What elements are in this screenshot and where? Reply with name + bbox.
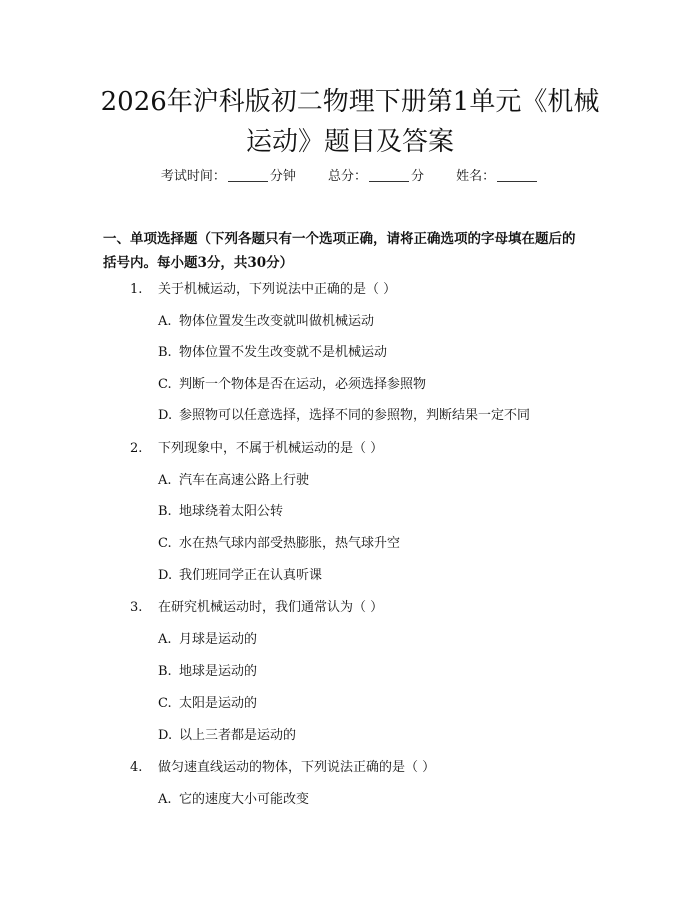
option-text: 水在热气球内部受热膨胀，热气球升空	[179, 536, 401, 551]
option-letter: A.	[158, 632, 172, 647]
exam-info	[0, 167, 700, 187]
option-letter: C.	[158, 377, 172, 392]
option-letter: B.	[158, 345, 172, 360]
option-letter: D.	[158, 408, 173, 423]
exam-score-label: 总分：	[327, 169, 367, 184]
option	[158, 375, 426, 395]
question-number: 3.	[130, 600, 143, 615]
option	[158, 312, 374, 332]
option-text: 判断一个物体是否在运动，必须选择参照物	[179, 377, 427, 392]
option-text: 物体位置不发生改变就不是机械运动	[179, 345, 388, 360]
exam-score	[328, 167, 424, 187]
question-text: 下列现象中，不属于机械运动的是（ ）	[158, 441, 384, 456]
option-letter: C.	[158, 696, 172, 711]
option-letter: D.	[158, 568, 173, 583]
question-text: 在研究机械运动时，我们通常认为（ ）	[158, 600, 384, 615]
question-text: 关于机械运动，下列说法中正确的是（ ）	[158, 282, 397, 297]
question-number: 2.	[130, 441, 143, 456]
section-title-line1: 一、单项选择题（下列各题只有一个选项正确，请将正确选项的字母填在题后的	[103, 231, 576, 247]
option-letter: A.	[158, 314, 172, 329]
question-text: 做匀速直线运动的物体，下列说法正确的是（ ）	[158, 760, 436, 775]
question	[130, 598, 383, 618]
option-text: 地球绕着太阳公转	[179, 504, 284, 519]
option-letter: C.	[158, 536, 172, 551]
exam-time-label: 考试时间：	[160, 169, 226, 184]
option-text: 地球是运动的	[179, 664, 258, 679]
question	[130, 758, 435, 778]
option-text: 太阳是运动的	[179, 696, 258, 711]
option-text: 月球是运动的	[179, 632, 258, 647]
question	[130, 280, 396, 300]
option-letter: B.	[158, 664, 172, 679]
option-text: 物体位置发生改变就叫做机械运动	[179, 314, 375, 329]
exam-score-blank	[369, 167, 409, 182]
student-name-label: 姓名：	[456, 169, 496, 184]
exam-time-unit: 分钟	[269, 169, 296, 184]
section-title-line2: 括号内。每小题3分，共30分）	[103, 255, 294, 271]
option	[158, 726, 296, 746]
option	[158, 502, 283, 522]
option-text: 我们班同学正在认真听课	[179, 568, 323, 583]
option-text: 汽车在高速公路上行驶	[179, 473, 310, 488]
page-title	[60, 82, 640, 162]
option	[158, 471, 309, 491]
page-title-line2: 运动》题目及答案	[245, 127, 454, 157]
option-text: 它的速度大小可能改变	[179, 792, 310, 807]
exam-time	[161, 167, 296, 187]
option-text: 参照物可以任意选择，选择不同的参照物，判断结果一定不同	[179, 408, 531, 423]
option	[158, 406, 530, 426]
option-letter: A.	[158, 473, 172, 488]
option	[158, 534, 400, 554]
section-title	[103, 227, 604, 275]
option-text: 以上三者都是运动的	[179, 728, 297, 743]
option-letter: A.	[158, 792, 172, 807]
option-letter: B.	[158, 504, 172, 519]
option	[158, 630, 257, 650]
exam-score-unit: 分	[411, 169, 425, 184]
student-name	[456, 167, 539, 187]
option	[158, 566, 322, 586]
question-number: 4.	[130, 760, 143, 775]
student-name-blank	[497, 167, 537, 182]
option	[158, 694, 257, 714]
question	[130, 439, 383, 459]
option	[158, 662, 257, 682]
exam-time-blank	[228, 167, 268, 182]
option	[158, 790, 309, 810]
option-letter: D.	[158, 728, 173, 743]
page-title-line1: 2026年沪科版初二物理下册第1单元《机械	[100, 87, 600, 117]
question-number: 1.	[130, 282, 143, 297]
option	[158, 343, 387, 363]
